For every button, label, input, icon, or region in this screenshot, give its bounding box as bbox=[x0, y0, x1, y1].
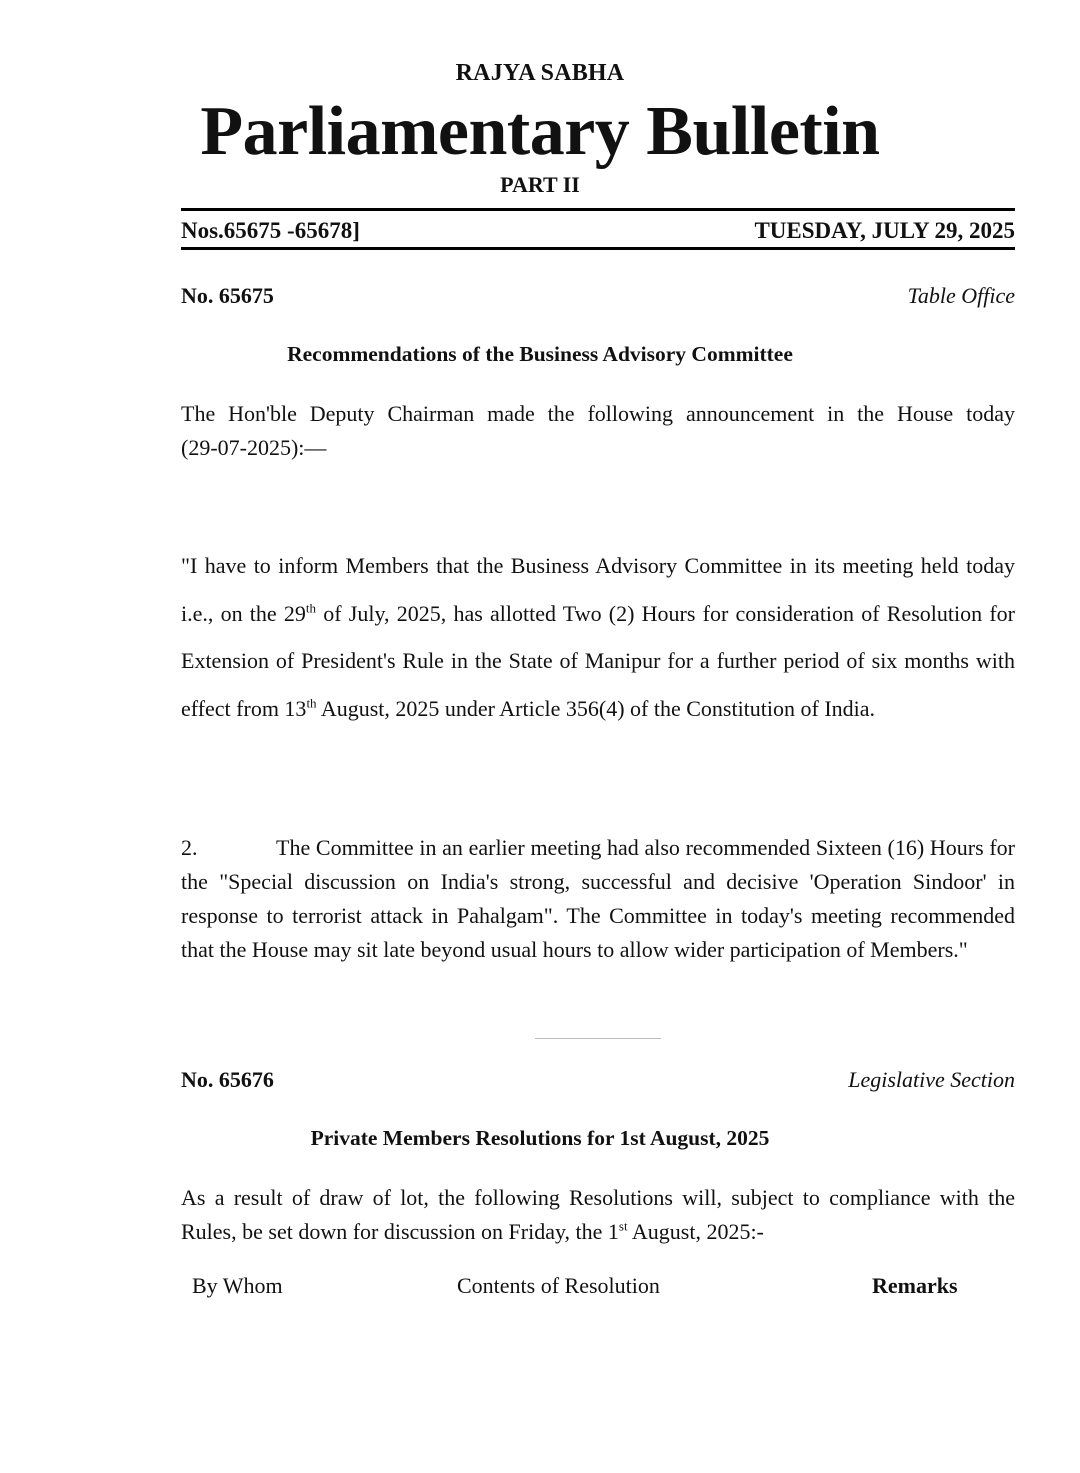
announcement-quote-para-1 bbox=[181, 542, 1015, 732]
house-name: RAJYA SABHA bbox=[455, 60, 625, 86]
paragraph-number: 2. bbox=[181, 835, 198, 860]
section-65675-header bbox=[181, 283, 1015, 309]
section-heading: Private Members Resolutions for 1st August, 2025 bbox=[310, 1126, 770, 1150]
resolutions-intro bbox=[181, 1181, 1015, 1249]
section-number: No. 65676 bbox=[181, 1067, 274, 1092]
header-bottom-rule bbox=[181, 247, 1015, 250]
quote-text: The Committee in an earlier meeting had also recommended Sixteen (16) Hours for the "Special discussion on India's strong, successful and decisive 'Operation Sindoor' in response to terrorist attack in Pahalgam". The Committee in today's meeting recommended that the House may sit late beyond usual hours to allow wider participation of Members." bbox=[181, 835, 1015, 962]
section-office: Table Office bbox=[907, 283, 1015, 308]
intro-text: August, 2025:- bbox=[627, 1219, 764, 1244]
header-top-rule bbox=[181, 208, 1015, 211]
issue-date: TUESDAY, JULY 29, 2025 bbox=[754, 218, 1015, 243]
column-header-contents: Contents of Resolution bbox=[457, 1273, 660, 1298]
column-header-remarks: Remarks bbox=[872, 1273, 958, 1298]
section-number: No. 65675 bbox=[181, 283, 274, 308]
bulletin-title: Parliamentary Bulletin bbox=[200, 93, 880, 170]
quote-text: "I have to inform Members that the Business Advisory Committee in its meeting held today i.e., on the 29 bbox=[181, 553, 1015, 626]
intro-text: As a result of draw of lot, the following Resolutions will, subject to compliance with the Rules, be set down for discussion on Friday, the 1 bbox=[181, 1185, 1015, 1244]
ordinal-suffix: th bbox=[306, 695, 317, 711]
section-heading: Recommendations of the Business Advisory Committee bbox=[287, 342, 793, 366]
intro-line-1: The Hon'ble Deputy Chairman made the following announcement in the House today bbox=[181, 401, 1015, 426]
quote-text: of July, 2025, has allotted Two (2) Hours for consideration of Resolution for Extension of President's Rule in the State of Manipur for a further period of six months with effect from 13 bbox=[181, 600, 1015, 721]
column-header-by-whom: By Whom bbox=[192, 1273, 283, 1298]
quote-text: August, 2025 under Article 356(4) of the Constitution of India. bbox=[316, 695, 876, 721]
issue-line bbox=[181, 218, 1015, 244]
ordinal-suffix: st bbox=[618, 1218, 628, 1234]
section-separator bbox=[535, 1038, 661, 1039]
section-office: Legislative Section bbox=[848, 1067, 1015, 1092]
intro-line-2: (29-07-2025):— bbox=[181, 435, 327, 460]
section-65676-header bbox=[181, 1067, 1015, 1093]
issue-numbers: Nos.65675 -65678] bbox=[181, 218, 360, 243]
bulletin-part: PART II bbox=[500, 172, 580, 197]
announcement-quote-para-2 bbox=[181, 831, 1015, 967]
announcement-intro bbox=[181, 397, 1015, 465]
ordinal-suffix: th bbox=[305, 600, 317, 616]
